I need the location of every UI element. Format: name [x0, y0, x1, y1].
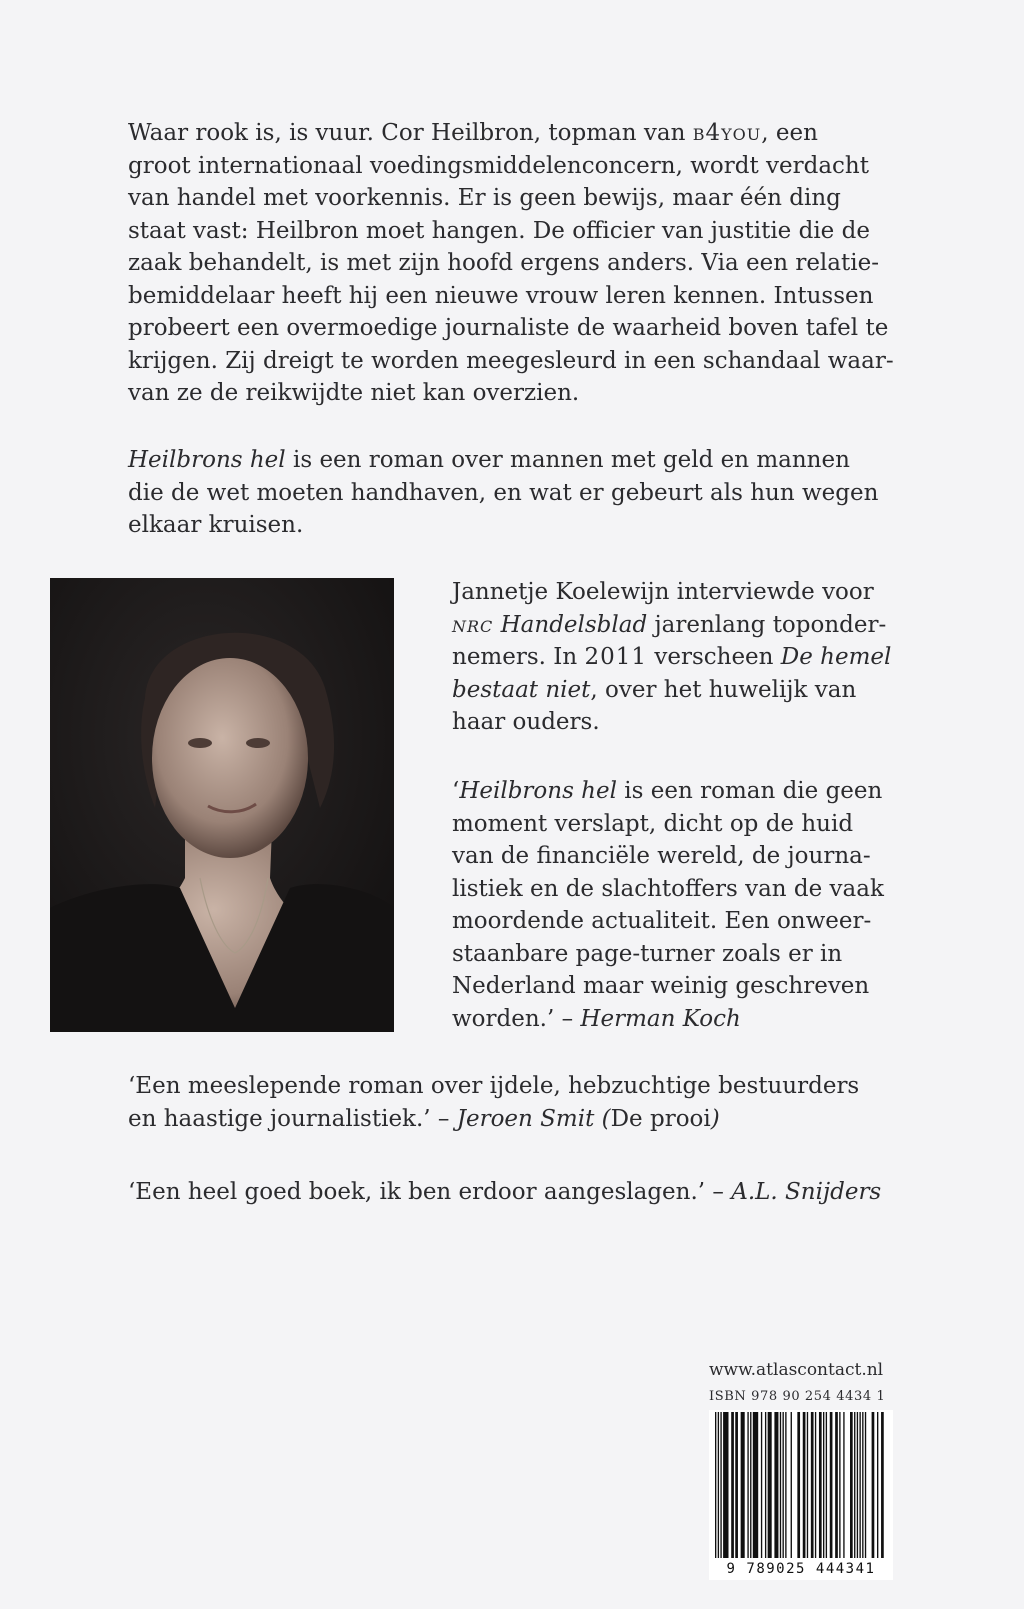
barcode-bar [783, 1412, 784, 1558]
barcode-bar [854, 1412, 855, 1558]
barcode-bar [803, 1412, 806, 1558]
quote-book: De prooi [610, 1105, 711, 1132]
quote-herman-koch: ‘Heilbrons hel is een roman die geen moment verslapt, dicht op de huid van de financiële wereld, de journa- listiek en de slachtoffers van de vaak moordende actualiteit. Een onweer- staanbare page-turner zoals er in Nederland maar weinig geschreven worden.’ – Herman Koch [452, 775, 902, 1035]
barcode-bar [877, 1412, 878, 1558]
barcode-bar [761, 1412, 762, 1558]
barcode-bar [797, 1412, 800, 1558]
blurb-line: van ze de reikwijdte niet kan overzien. [128, 380, 580, 406]
author-photo [50, 578, 394, 1032]
newspaper-name: Handelsblad [493, 611, 648, 638]
year: 2011 [584, 644, 648, 670]
barcode-bar [819, 1412, 822, 1558]
bio-line: Jannetje Koelewijn interviewde voor [452, 579, 874, 605]
barcode-bar [718, 1412, 719, 1558]
summary-line: elkaar kruisen. [128, 512, 304, 538]
bio-line: haar ouders. [452, 709, 600, 735]
barcode-bar [723, 1412, 728, 1558]
barcode-bar [753, 1412, 758, 1558]
barcode-bar [720, 1412, 721, 1558]
isbn-number: ISBN 978 90 254 4434 1 [709, 1389, 886, 1404]
barcode-bar [830, 1412, 833, 1558]
barcode-bar [768, 1412, 772, 1558]
quote-line: moordende actualiteit. Een onweer- [452, 908, 872, 934]
summary-line: die de wet moeten handhaven, en wat er gebeurt als hun wegen [128, 479, 879, 506]
barcode-bar [741, 1412, 745, 1558]
quote-author: Jeroen Smit ( [456, 1105, 611, 1132]
summary-paragraph: Heilbrons hel is een roman over mannen met geld en mannen die de wet moeten handhaven, en wat er gebeurt als hun wegen elkaar kruisen. [128, 444, 888, 542]
barcode-bar [862, 1412, 863, 1558]
blurb-line: zaak behandelt, is met zijn hoofd ergens anders. Via een relatie- [128, 250, 879, 276]
blurb-line: van handel met voorkennis. Er is geen bewijs, maar één ding [128, 185, 841, 211]
barcode-bar [826, 1412, 827, 1558]
barcode-bar [774, 1412, 778, 1558]
barcode-bar [843, 1412, 844, 1558]
book-title: Heilbrons hel [459, 778, 617, 804]
barcode-bar [750, 1412, 751, 1558]
barcode-bar [731, 1412, 734, 1558]
barcode-bar [791, 1412, 792, 1558]
barcode-bar [735, 1412, 738, 1558]
blurb-line: bemiddelaar heeft hij een nieuwe vrouw leren kennen. Intussen [128, 282, 874, 309]
blurb-line: probeert een overmoedige journaliste de waarheid boven tafel te [128, 315, 889, 341]
barcode-digits: 9 789025 444341 [726, 1561, 876, 1577]
barcode-bar [785, 1412, 786, 1558]
barcode-bar [715, 1412, 716, 1558]
barcode-bar [865, 1412, 866, 1558]
barcode-bar [811, 1412, 814, 1558]
barcode-bar [765, 1412, 766, 1558]
quote-line: Nederland maar weinig geschreven [452, 973, 870, 999]
quote-author: A.L. Snijders [731, 1179, 882, 1205]
barcode-bar [747, 1412, 748, 1558]
blurb-line: krijgen. Zij dreigt te worden meegesleurd in een schandaal waar- [128, 347, 894, 374]
quote-line: van de financiële wereld, de journa- [452, 843, 871, 869]
quote-line: ‘Een meeslepende roman over ijdele, hebzuchtige bestuurders [128, 1073, 860, 1099]
barcode-bars [709, 1410, 893, 1560]
company-name: b4you [692, 120, 762, 146]
quote-line: staanbare page-turner zoals er in [452, 940, 843, 967]
blurb-line: groot internationaal voedingsmiddelenconcern, wordt verdacht [128, 152, 869, 179]
blurb-paragraph: Waar rook is, is vuur. Cor Heilbron, topman van b4you, een groot internationaal voedingsmiddelenconcern, wordt verdacht van handel met voorkennis. Er is geen bewijs, maar één ding staat vast: Heilbron moet hangen. De officier van justitie die de zaak behandelt, is met zijn hoofd ergens anders. Via een relatie- bemiddelaar heeft hij een nieuwe vrouw leren kennen. Intussen probeert een overmoedige journaliste de waarheid boven tafel te krijgen. Zij dreigt te worden meegesleurd in een schandaal waar- van ze de reikwijdte niet kan overzien. [128, 117, 888, 410]
previous-book-title: De hemel [780, 644, 892, 670]
barcode-bar [835, 1412, 838, 1558]
quote-line: listiek en de slachtoffers van de vaak [452, 875, 884, 902]
isbn-barcode [709, 1410, 893, 1580]
newspaper-abbr: nrc [452, 611, 494, 638]
previous-book-title-cont: bestaat niet [452, 676, 591, 703]
publisher-website: www.atlascontact.nl [709, 1360, 884, 1380]
author-bio: Jannetje Koelewijn interviewde voor nrc Handelsblad jarenlang toponder- nemers. In 2011 verscheen De hemel bestaat niet, over het huwelijk van haar ouders. [452, 576, 902, 739]
book-title: Heilbrons hel [128, 447, 286, 473]
quote-al-snijders: ‘Een heel goed boek, ik ben erdoor aangeslagen.’ – A.L. Snijders [128, 1179, 882, 1205]
barcode-bar [872, 1412, 875, 1558]
barcode-bar [780, 1412, 781, 1558]
barcode-bar [857, 1412, 858, 1558]
barcode-bar [807, 1412, 808, 1558]
barcode-bar [881, 1412, 884, 1558]
barcode-bar [823, 1412, 824, 1558]
blurb-line: staat vast: Heilbron moet hangen. De officier van justitie die de [128, 217, 870, 244]
barcode-bar [859, 1412, 860, 1558]
barcode-bar [839, 1412, 840, 1558]
blurb-line: Waar rook is, is vuur. Cor Heilbron, topman van [128, 120, 693, 146]
barcode-bar [850, 1412, 853, 1558]
quote-line: moment verslapt, dicht op de huid [452, 810, 854, 837]
quote-author: Herman Koch [580, 1005, 741, 1032]
barcode-bar [815, 1412, 816, 1558]
quote-jeroen-smit: ‘Een meeslepende roman over ijdele, hebzuchtige bestuurders en haastige journalistiek.’ – Jeroen Smit (De prooi) [128, 1070, 888, 1135]
